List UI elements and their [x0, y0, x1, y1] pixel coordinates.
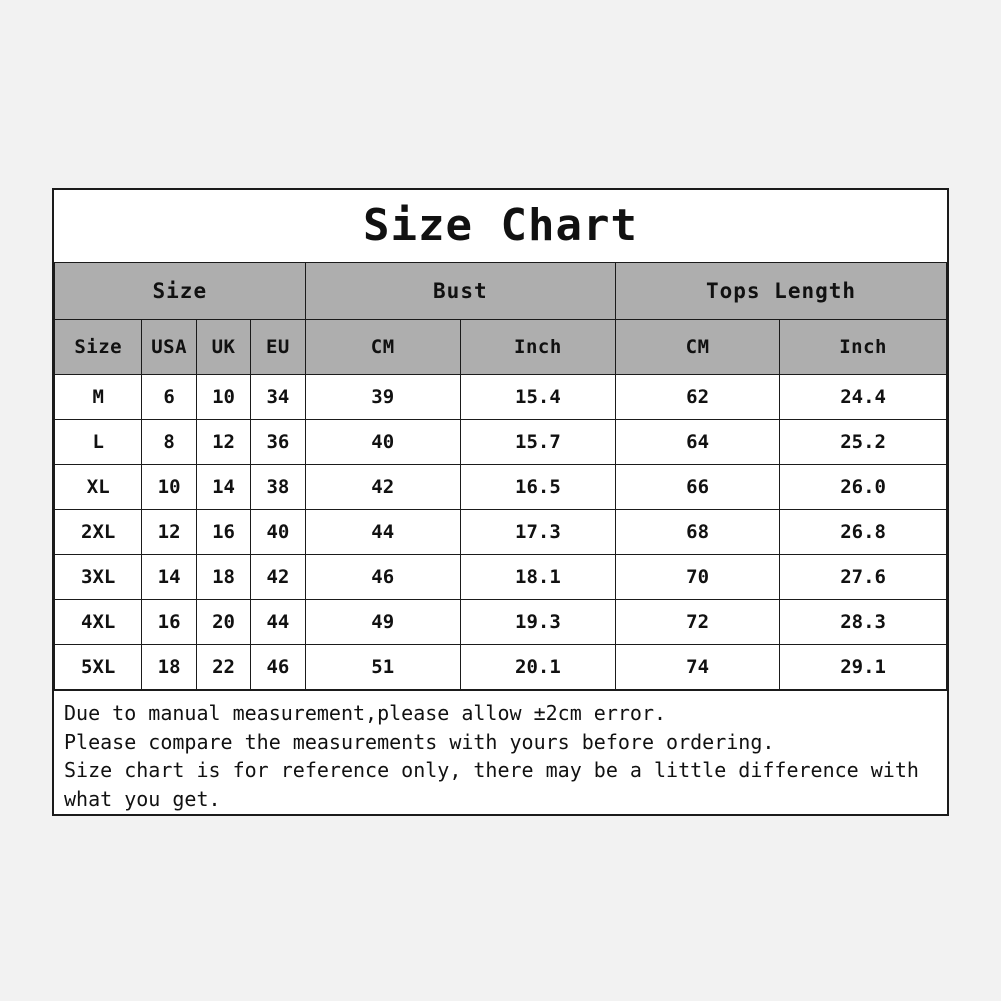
cell-uk: 12	[196, 420, 250, 465]
cell-size: L	[55, 420, 142, 465]
cell-tops-inch: 26.0	[780, 465, 947, 510]
cell-uk: 22	[196, 645, 250, 690]
column-header-uk: UK	[196, 320, 250, 375]
note-line: what you get.	[64, 786, 221, 811]
cell-size: 2XL	[55, 510, 142, 555]
note-line: Size chart is for reference only, there may be a little difference with	[64, 758, 919, 782]
cell-uk: 14	[196, 465, 250, 510]
group-header-tops-length: Tops Length	[616, 263, 947, 320]
cell-bust-cm: 42	[305, 465, 460, 510]
column-header-bust-inch: Inch	[460, 320, 615, 375]
size-chart-table	[54, 262, 947, 690]
table-row	[55, 375, 947, 420]
cell-size: 3XL	[55, 555, 142, 600]
cell-size: M	[55, 375, 142, 420]
cell-tops-inch: 25.2	[780, 420, 947, 465]
cell-eu: 44	[251, 600, 305, 645]
cell-uk: 10	[196, 375, 250, 420]
size-chart-card	[52, 188, 949, 816]
cell-usa: 6	[142, 375, 196, 420]
cell-usa: 12	[142, 510, 196, 555]
column-header-tops-cm: CM	[616, 320, 780, 375]
cell-bust-inch: 17.3	[460, 510, 615, 555]
cell-bust-cm: 51	[305, 645, 460, 690]
cell-bust-inch: 15.4	[460, 375, 615, 420]
cell-size: 4XL	[55, 600, 142, 645]
cell-uk: 18	[196, 555, 250, 600]
column-header-size: Size	[55, 320, 142, 375]
cell-bust-cm: 40	[305, 420, 460, 465]
table-row	[55, 510, 947, 555]
column-header-tops-inch: Inch	[780, 320, 947, 375]
group-header-size: Size	[55, 263, 306, 320]
group-header-bust: Bust	[305, 263, 615, 320]
cell-bust-cm: 49	[305, 600, 460, 645]
cell-bust-inch: 19.3	[460, 600, 615, 645]
cell-eu: 38	[251, 465, 305, 510]
column-header-bust-cm: CM	[305, 320, 460, 375]
cell-uk: 16	[196, 510, 250, 555]
cell-usa: 14	[142, 555, 196, 600]
cell-usa: 16	[142, 600, 196, 645]
cell-bust-cm: 39	[305, 375, 460, 420]
cell-size: 5XL	[55, 645, 142, 690]
cell-tops-inch: 27.6	[780, 555, 947, 600]
cell-tops-cm: 62	[616, 375, 780, 420]
measurement-notes	[54, 690, 947, 819]
cell-bust-cm: 44	[305, 510, 460, 555]
table-row	[55, 420, 947, 465]
table-column-header-row	[55, 320, 947, 375]
cell-tops-cm: 66	[616, 465, 780, 510]
cell-tops-inch: 26.8	[780, 510, 947, 555]
cell-tops-cm: 70	[616, 555, 780, 600]
cell-usa: 18	[142, 645, 196, 690]
cell-bust-inch: 20.1	[460, 645, 615, 690]
cell-tops-inch: 29.1	[780, 645, 947, 690]
cell-tops-cm: 72	[616, 600, 780, 645]
column-header-usa: USA	[142, 320, 196, 375]
note-line: Due to manual measurement,please allow ±2cm error.	[64, 701, 667, 725]
cell-bust-inch: 15.7	[460, 420, 615, 465]
cell-tops-inch: 28.3	[780, 600, 947, 645]
cell-bust-cm: 46	[305, 555, 460, 600]
cell-bust-inch: 18.1	[460, 555, 615, 600]
table-row	[55, 645, 947, 690]
table-group-header-row	[55, 263, 947, 320]
cell-usa: 10	[142, 465, 196, 510]
cell-tops-cm: 64	[616, 420, 780, 465]
cell-eu: 40	[251, 510, 305, 555]
cell-tops-cm: 68	[616, 510, 780, 555]
note-line: Please compare the measurements with yours before ordering.	[64, 729, 775, 754]
cell-eu: 42	[251, 555, 305, 600]
cell-bust-inch: 16.5	[460, 465, 615, 510]
table-row	[55, 465, 947, 510]
cell-tops-cm: 74	[616, 645, 780, 690]
cell-eu: 46	[251, 645, 305, 690]
table-row	[55, 555, 947, 600]
cell-tops-inch: 24.4	[780, 375, 947, 420]
cell-uk: 20	[196, 600, 250, 645]
cell-eu: 34	[251, 375, 305, 420]
cell-usa: 8	[142, 420, 196, 465]
cell-eu: 36	[251, 420, 305, 465]
page-title: Size Chart	[363, 200, 638, 251]
table-row	[55, 600, 947, 645]
column-header-eu: EU	[251, 320, 305, 375]
cell-size: XL	[55, 465, 142, 510]
